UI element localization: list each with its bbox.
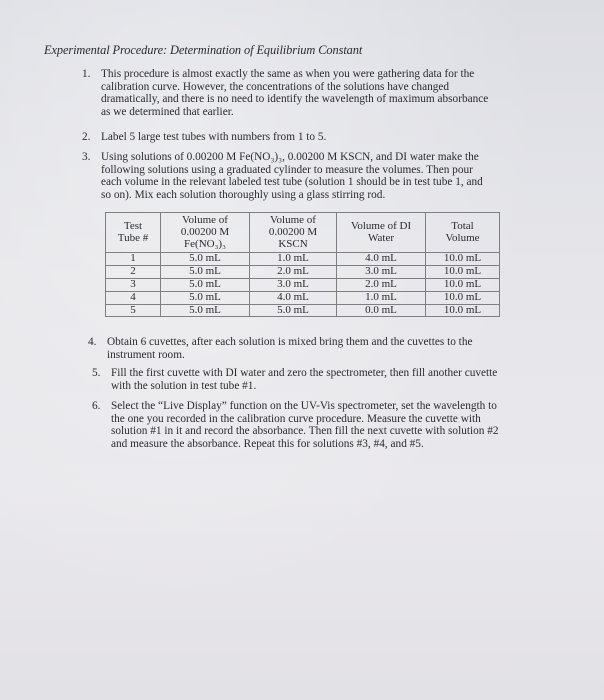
step-line: Fill the first cuvette with DI water and zero the spectrometer, then fill another cuvette — [111, 367, 498, 379]
step-text — [107, 336, 472, 361]
step-line: the one you recorded in the calibration curve procedure. Measure the cuvette with — [111, 412, 481, 425]
step-line: Obtain 6 cuvettes, after each solution is mixed bring them and the cuvettes to the — [107, 336, 473, 348]
step-line: with the solution in test tube #1. — [111, 379, 257, 392]
step-line: and measure the absorbance. Repeat this for solutions #3, #4, and #5. — [111, 437, 424, 450]
table-cell: 0.0 mL — [337, 304, 426, 317]
step-text — [111, 367, 497, 392]
header-di-water: Volume of DI Water — [337, 213, 426, 253]
table-row — [106, 304, 500, 317]
table-cell: 4.0 mL — [250, 291, 337, 304]
table-cell: 3.0 mL — [250, 278, 337, 291]
table-cell: 10.0 mL — [426, 278, 500, 291]
step-line: each volume in the relevant labeled test tube (solution 1 should be in test tube 1, and — [101, 176, 483, 189]
table-cell: 3.0 mL — [337, 266, 426, 279]
step-line: Select the “Live Display” function on the UV-Vis spectrometer, set the wavelength to — [111, 400, 497, 412]
table-cell: 10.0 mL — [426, 291, 500, 304]
table-cell: 3 — [106, 278, 161, 291]
solutions-table — [105, 212, 500, 317]
table-cell: 5.0 mL — [161, 304, 250, 317]
step-line: dramatically, and there is no need to identify the wavelength of maximum absorbance — [101, 93, 489, 106]
step-number: 6. — [92, 400, 101, 412]
step-line: This procedure is almost exactly the same as when you were gathering data for the — [101, 68, 475, 80]
step-text — [101, 131, 326, 144]
step-line: solution #1 in it and record the absorbance. Then fill the next cuvette with solution #2 — [111, 425, 499, 438]
table-cell: 1 — [106, 253, 161, 266]
table-cell: 5.0 mL — [161, 266, 250, 279]
step-text — [101, 151, 483, 201]
step-line: following solutions using a graduated cylinder to measure the volumes. Then pour — [101, 163, 473, 176]
header-fe-volume: Volume of 0.00200 M Fe(NO₃)₃ — [161, 213, 250, 253]
table-row — [106, 253, 500, 266]
step-number: 1. — [82, 68, 91, 80]
table-cell: 4.0 mL — [337, 253, 426, 266]
step-line: calibration curve. However, the concentrations of the solutions have changed — [101, 80, 450, 93]
table-cell: 10.0 mL — [426, 253, 500, 266]
table-cell: 1.0 mL — [337, 291, 426, 304]
table-header-row — [106, 213, 500, 253]
section-heading: Experimental Procedure: Determination of Equilibrium Constant — [44, 43, 363, 57]
step-number: 2. — [82, 131, 91, 143]
step-line: Using solutions of 0.00200 M Fe(NO₃)₃, 0.00200 M KSCN, and DI water make the — [101, 151, 479, 163]
step-line: instrument room. — [107, 348, 185, 361]
table-cell: 5.0 mL — [161, 291, 250, 304]
step-line: so on). Mix each solution thoroughly using a glass stirring rod. — [101, 188, 386, 201]
table-cell: 2.0 mL — [250, 266, 337, 279]
table-row — [106, 278, 500, 291]
step-number: 3. — [82, 151, 91, 163]
table-cell: 5 — [106, 304, 161, 317]
step-text — [101, 68, 488, 118]
step-number: 5. — [92, 367, 101, 379]
table-cell: 1.0 mL — [250, 253, 337, 266]
table-cell: 2 — [106, 266, 161, 279]
table-cell: 2.0 mL — [337, 278, 426, 291]
table-row — [106, 291, 500, 304]
header-total-volume: Total Volume — [426, 213, 500, 253]
table-row — [106, 266, 500, 279]
table-cell: 5.0 mL — [250, 304, 337, 317]
step-number: 4. — [88, 336, 97, 348]
step-line: as we determined that earlier. — [101, 105, 234, 118]
table-cell: 4 — [106, 291, 161, 304]
step-line: Label 5 large test tubes with numbers from 1 to 5. — [101, 131, 327, 143]
table-cell: 5.0 mL — [161, 253, 250, 266]
header-test-tube: Test Tube # — [106, 213, 161, 253]
step-text — [111, 400, 499, 450]
table-cell: 5.0 mL — [161, 278, 250, 291]
table-cell: 10.0 mL — [426, 304, 500, 317]
table-cell: 10.0 mL — [426, 266, 500, 279]
header-kscn-volume: Volume of 0.00200 M KSCN — [250, 213, 337, 253]
